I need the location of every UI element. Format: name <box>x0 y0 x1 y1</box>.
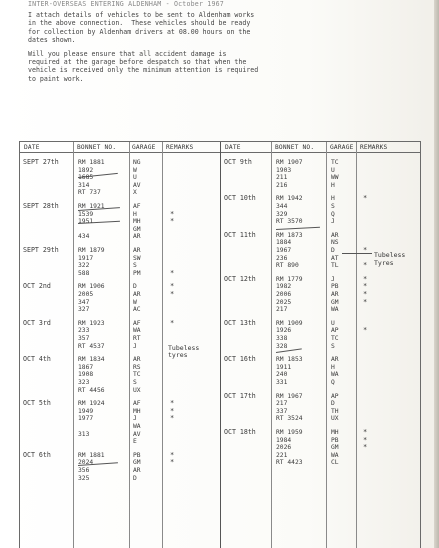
garage-code: H <box>133 210 137 218</box>
bonnet-number: RT 737 <box>78 189 101 197</box>
garage-code: AF <box>133 203 141 210</box>
bonnet-number: 337 <box>276 407 288 415</box>
date-cell: OCT 3rd <box>23 318 51 327</box>
bonnet-number: RM 1959 <box>276 429 303 436</box>
remarks-mark: * <box>170 399 175 408</box>
garage-code: D <box>331 247 335 254</box>
garage-code: W <box>133 298 137 306</box>
pen-arrow-line <box>342 253 372 254</box>
bonnet-number: RT 4423 <box>276 459 303 467</box>
garage-code: WA <box>331 371 339 379</box>
garage-code: AR <box>331 231 339 239</box>
bonnet-number: RM 1873 <box>276 231 303 239</box>
bonnet-number: 1977 <box>78 415 94 423</box>
bonnet-number: RM 1834 <box>78 356 105 364</box>
bonnet-number: 356 <box>78 467 90 474</box>
garage-code: AR <box>133 467 141 474</box>
bonnet-number: 1685 <box>78 174 94 182</box>
garage-code: MH <box>133 407 141 415</box>
garage-code: RS <box>133 363 141 371</box>
garage-code: U <box>133 174 137 182</box>
bonnet-number: 325 <box>78 474 90 482</box>
remarks-mark: * <box>170 318 175 327</box>
garage-code: AF <box>133 400 141 408</box>
bonnet-number: 2025 <box>276 298 292 306</box>
letter-intro <box>28 0 428 89</box>
header-garage-right: GARAGE <box>330 144 354 151</box>
bonnet-number: 1951 <box>78 218 94 226</box>
letter-paragraph-1: I attach details of vehicles to be sent to Aldenham works in the above connection. These vehicles should be ready for collection by Aldenham drivers at 08.00 hours on the dates shown. <box>28 11 255 44</box>
bonnet-number: 1884 <box>276 239 292 247</box>
date-cell: OCT 11th <box>224 230 256 239</box>
garage-code: Q <box>331 379 335 386</box>
bonnet-number: 1949 <box>78 407 94 415</box>
garage-code: E <box>133 438 137 446</box>
note-tubeless-left: Tubeless tyres <box>168 344 200 359</box>
date-cell: OCT 18th <box>224 428 256 436</box>
garage-code: PM <box>133 269 141 277</box>
garage-code: AR <box>331 356 339 364</box>
remarks-mark: * <box>170 458 175 467</box>
bonnet-number: 1926 <box>276 327 292 335</box>
bonnet-number: RM 1853 <box>276 356 303 364</box>
garage-code: D <box>133 283 137 291</box>
garage-code: TH <box>331 407 339 415</box>
garage-code: GM <box>133 459 141 467</box>
bonnet-number: 331 <box>276 379 288 386</box>
column-rule <box>356 142 357 548</box>
garage-code: UX <box>133 386 141 394</box>
bonnet-number: 329 <box>276 210 288 218</box>
garage-code: Q <box>331 210 335 218</box>
vehicle-schedule-table <box>19 141 421 548</box>
remarks-mark: * <box>170 282 175 291</box>
remarks-mark: * <box>170 450 175 459</box>
bonnet-number: 323 <box>78 379 90 386</box>
header-bonnet-left: BONNET NO. <box>77 144 117 151</box>
bonnet-number: 1892 <box>78 166 94 174</box>
garage-code: H <box>331 181 335 189</box>
garage-code: AR <box>133 247 141 254</box>
remarks-mark: * <box>363 290 368 298</box>
garage-code: TC <box>331 159 339 166</box>
bonnet-number: 1903 <box>276 166 292 174</box>
bonnet-number: RM 1906 <box>78 283 105 291</box>
date-cell: OCT 16th <box>224 355 256 364</box>
bonnet-number: 217 <box>276 400 288 408</box>
garage-code: S <box>331 203 335 210</box>
bonnet-number: 1911 <box>276 363 292 371</box>
pen-strike <box>276 227 320 230</box>
date-cell: OCT 4th <box>23 355 51 364</box>
garage-code: H <box>331 363 335 371</box>
garage-code: PB <box>331 436 339 444</box>
header-remarks-left: REMARKS <box>166 144 194 151</box>
garage-code: J <box>331 275 335 283</box>
garage-code: AC <box>133 306 141 314</box>
date-cell: OCT 13th <box>224 318 256 327</box>
bonnet-number: 2005 <box>78 291 94 298</box>
bonnet-number: RM 1909 <box>276 319 303 327</box>
date-cell: SEPT 28th <box>23 202 59 210</box>
garage-code: U <box>331 166 335 174</box>
garage-code: J <box>133 342 137 350</box>
column-rule <box>271 142 272 548</box>
garage-code: H <box>331 195 335 203</box>
column-rule <box>129 142 130 548</box>
date-cell: OCT 17th <box>224 391 256 400</box>
garage-code: AR <box>133 356 141 364</box>
bonnet-number: 322 <box>78 262 90 270</box>
garage-code: W <box>133 166 137 174</box>
garage-code: UX <box>331 415 339 423</box>
garage-code: TC <box>331 335 339 342</box>
bonnet-number: 328 <box>276 342 288 350</box>
garage-code: MH <box>133 218 141 226</box>
letter-heading: INTER-OVERSEAS ENTERING ALDENHAM - October 1967 <box>28 0 224 8</box>
garage-code: TC <box>133 371 141 379</box>
garage-code: SW <box>133 254 141 262</box>
bonnet-number: 233 <box>78 327 90 335</box>
bonnet-number: 327 <box>78 306 90 314</box>
garage-code: AP <box>331 392 339 400</box>
bonnet-number: RM 1879 <box>78 247 105 254</box>
garage-code: D <box>331 400 335 408</box>
garage-code: PB <box>331 283 339 291</box>
bonnet-number: 216 <box>276 181 288 189</box>
date-cell: OCT 10th <box>224 194 256 203</box>
date-cell: OCT 2nd <box>23 282 51 291</box>
bonnet-number: RM 1907 <box>276 159 303 166</box>
garage-code: MH <box>331 429 339 436</box>
remarks-mark: * <box>363 246 368 254</box>
date-cell: OCT 12th <box>224 274 256 283</box>
bonnet-number: 434 <box>78 233 90 241</box>
bonnet-number: 2006 <box>276 291 292 298</box>
remarks-mark: * <box>363 194 368 203</box>
header-bonnet-right: BONNET NO. <box>275 144 315 151</box>
bonnet-number: 347 <box>78 298 90 306</box>
remarks-mark: * <box>170 209 175 218</box>
garage-code: S <box>331 342 335 350</box>
date-cell: OCT 9th <box>224 158 252 166</box>
remarks-mark: * <box>363 443 368 452</box>
remarks-mark: * <box>170 414 175 423</box>
garage-code: AF <box>133 319 141 327</box>
bonnet-number: 338 <box>276 335 288 342</box>
garage-code: CL <box>331 459 339 467</box>
garage-code: AV <box>133 430 141 438</box>
garage-code: GM <box>133 225 141 233</box>
bonnet-number: RM 1881 <box>78 159 105 166</box>
bonnet-number: RM 1881 <box>78 451 105 459</box>
garage-code: X <box>133 189 137 197</box>
remarks-mark: * <box>363 428 368 436</box>
garage-code: WA <box>133 327 141 335</box>
bonnet-number: 357 <box>78 335 90 342</box>
bonnet-number: 314 <box>78 181 90 189</box>
garage-code: AV <box>133 181 141 189</box>
garage-code: AR <box>331 291 339 298</box>
bonnet-number: 313 <box>78 430 90 438</box>
remarks-mark: * <box>363 435 368 444</box>
remarks-mark: * <box>170 268 175 277</box>
garage-code: WW <box>331 174 339 182</box>
column-rule <box>73 142 74 548</box>
bonnet-number: RT 3570 <box>276 218 303 226</box>
column-rule-middle <box>220 142 221 548</box>
bonnet-number: 2026 <box>276 444 292 452</box>
header-remarks-right: REMARKS <box>360 144 388 151</box>
bonnet-number: RM 1967 <box>276 392 303 400</box>
bonnet-number: RM 1923 <box>78 319 105 327</box>
garage-code: D <box>133 474 137 482</box>
remarks-mark: * <box>363 261 368 270</box>
bonnet-number: 1967 <box>276 247 292 254</box>
garage-code: WA <box>331 451 339 459</box>
header-garage-left: GARAGE <box>132 144 156 151</box>
bonnet-number: RT 3524 <box>276 415 303 423</box>
garage-code: AP <box>331 327 339 335</box>
garage-code: WA <box>331 306 339 314</box>
remarks-mark: * <box>363 282 368 291</box>
date-cell: OCT 6th <box>23 450 51 459</box>
header-date-right: DATE <box>225 144 241 151</box>
table-grid <box>19 141 421 548</box>
remarks-mark: * <box>170 290 175 298</box>
page-edge-shadow <box>434 0 439 548</box>
bonnet-number: RT 890 <box>276 262 299 270</box>
bonnet-number: 344 <box>276 203 288 210</box>
bonnet-number: 1982 <box>276 283 292 291</box>
bonnet-number: RM 1921 <box>78 203 105 210</box>
bonnet-number: 1984 <box>276 436 292 444</box>
column-rule <box>326 142 327 548</box>
bonnet-number: RT 4537 <box>78 342 105 350</box>
bonnet-number: 588 <box>78 269 90 277</box>
column-rule <box>162 142 163 548</box>
bonnet-number: 217 <box>276 306 288 314</box>
date-cell: OCT 5th <box>23 399 51 408</box>
garage-code: NG <box>133 159 141 166</box>
garage-code: AR <box>133 291 141 298</box>
header-date-left: DATE <box>24 144 40 151</box>
garage-code: S <box>133 379 137 386</box>
garage-code: GM <box>331 298 339 306</box>
garage-code: GM <box>331 444 339 452</box>
garage-code: NS <box>331 239 339 247</box>
bonnet-number: RM 1779 <box>276 275 303 283</box>
bonnet-number: RM 1942 <box>276 195 303 203</box>
bonnet-number: 240 <box>276 371 288 379</box>
bonnet-number: 236 <box>276 254 288 262</box>
garage-code: TL <box>331 262 339 270</box>
garage-code: AR <box>133 233 141 241</box>
bonnet-number: RM 1924 <box>78 400 105 408</box>
garage-code: RT <box>133 335 141 342</box>
date-cell: SEPT 29th <box>23 246 59 254</box>
garage-code: PB <box>133 451 141 459</box>
garage-code: S <box>133 262 137 270</box>
remarks-mark: * <box>170 406 175 415</box>
garage-code: J <box>133 415 137 423</box>
garage-code: WA <box>133 423 141 430</box>
letter-paragraph-2: Will you please ensure that all accident damage is required at the garage before despatch so that when the vehicle is received only the minimum attention is required to paint work. <box>28 50 259 83</box>
bonnet-number: 1917 <box>78 254 94 262</box>
remarks-mark: * <box>363 274 368 283</box>
bonnet-number: 221 <box>276 451 288 459</box>
bonnet-number: RT 4456 <box>78 386 105 394</box>
remarks-mark: * <box>170 217 175 226</box>
bonnet-number: 1867 <box>78 363 94 371</box>
note-tubeless-right: Tubeless Tyres <box>374 251 406 267</box>
bonnet-number: 1908 <box>78 371 94 379</box>
garage-code: J <box>331 218 335 226</box>
garage-code: AT <box>331 254 339 262</box>
garage-code: U <box>331 319 335 327</box>
remarks-mark: * <box>363 326 368 335</box>
date-cell: SEPT 27th <box>23 158 59 166</box>
bonnet-number: 2024 <box>78 459 94 467</box>
bonnet-number: 211 <box>276 174 288 182</box>
bonnet-number: 1539 <box>78 210 94 218</box>
remarks-mark: * <box>363 297 368 306</box>
